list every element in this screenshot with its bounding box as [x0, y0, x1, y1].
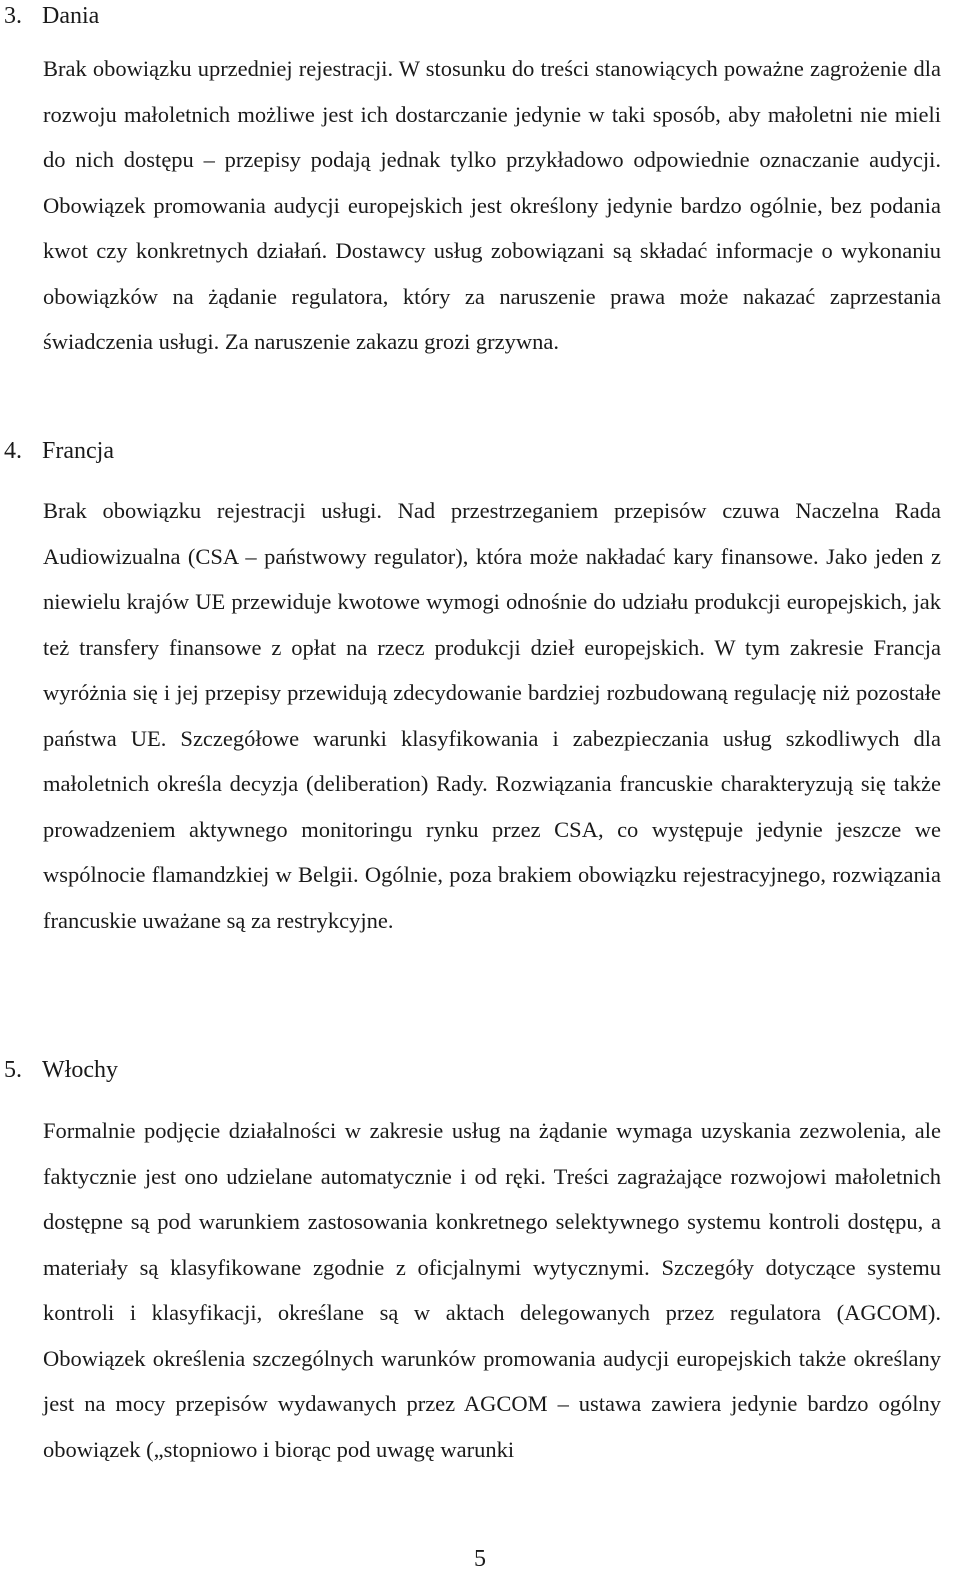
section-number: 3. — [4, 3, 22, 29]
section-heading-wlochy — [4, 1055, 118, 1085]
section-heading-francja — [4, 436, 114, 466]
section-paragraph-dania: Brak obowiązku uprzedniej rejestracji. W stosunku do treści stanowiących poważne zagrożenie dla rozwoju małoletnich możliwe jest ich dostarczanie jedynie w taki sposób, aby małoletni nie mieli do nich dostępu – przepisy podają jednak tylko przykładowo odpowiednie oznaczanie audycji. Obowiązek promowania audycji europejskich jest określony jedynie bardzo ogólnie, bez podania kwot czy konkretnych działań. Dostawcy usług zobowiązani są składać informacje o wykonaniu obowiązków na żądanie regulatora, który za naruszenie prawa może nakazać zaprzestania świadczenia usługi. Za naruszenie zakazu grozi grzywna. — [43, 56, 941, 354]
section-number: 5. — [4, 1057, 22, 1083]
section-heading-dania — [4, 1, 99, 31]
section-paragraph-wlochy: Formalnie podjęcie działalności w zakresie usług na żądanie wymaga uzyskania zezwolenia, ale faktycznie jest ono udzielane automatycznie i od ręki. Treści zagrażające rozwojowi małoletnich dostępne są pod warunkiem zastosowania konkretnego selektywnego systemu kontroli dostępu, a materiały są klasyfikowane zgodnie z oficjalnymi wytycznymi. Szczegóły dotyczące systemu kontroli i klasyfikacji, określane są w aktach delegowanych przez regulatora (AGCOM). Obowiązek określenia szczególnych warunków promowania audycji europejskich także określany jest na mocy przepisów wydawanych przez AGCOM – ustawa zawiera jedynie bardzo ogólny obowiązek („stopniowo i biorąc pod uwagę warunki — [43, 1118, 941, 1462]
section-title: Dania — [42, 3, 100, 29]
page-number: 5 — [474, 1546, 486, 1572]
section-title: Francja — [42, 438, 114, 464]
section-paragraph-francja: Brak obowiązku rejestracji usługi. Nad przestrzeganiem przepisów czuwa Naczelna Rada Audiowizualna (CSA – państwowy regulator), która może nakładać kary finansowe. Jako jeden z niewielu krajów UE przewiduje kwotowe wymogi odnośnie do udziału produkcji europejskich, jak też transfery finansowe z opłat na rzecz produkcji dzieł europejskich. W tym zakresie Francja wyróżnia się i jej przepisy przewidują zdecydowanie bardziej rozbudowaną regulację niż pozostałe państwa UE. Szczegółowe warunki klasyfikowania i zabezpieczania usług szkodliwych dla małoletnich określa decyzja (deliberation) Rady. Rozwiązania francuskie charakteryzują się także prowadzeniem aktywnego monitoringu rynku przez CSA, co występuje jedynie jeszcze we wspólnocie flamandzkiej w Belgii. Ogólnie, poza brakiem obowiązku rejestracyjnego, rozwiązania francuskie uważane są za restrykcyjne. — [43, 498, 941, 933]
section-title: Włochy — [42, 1057, 118, 1083]
section-number: 4. — [4, 438, 22, 464]
